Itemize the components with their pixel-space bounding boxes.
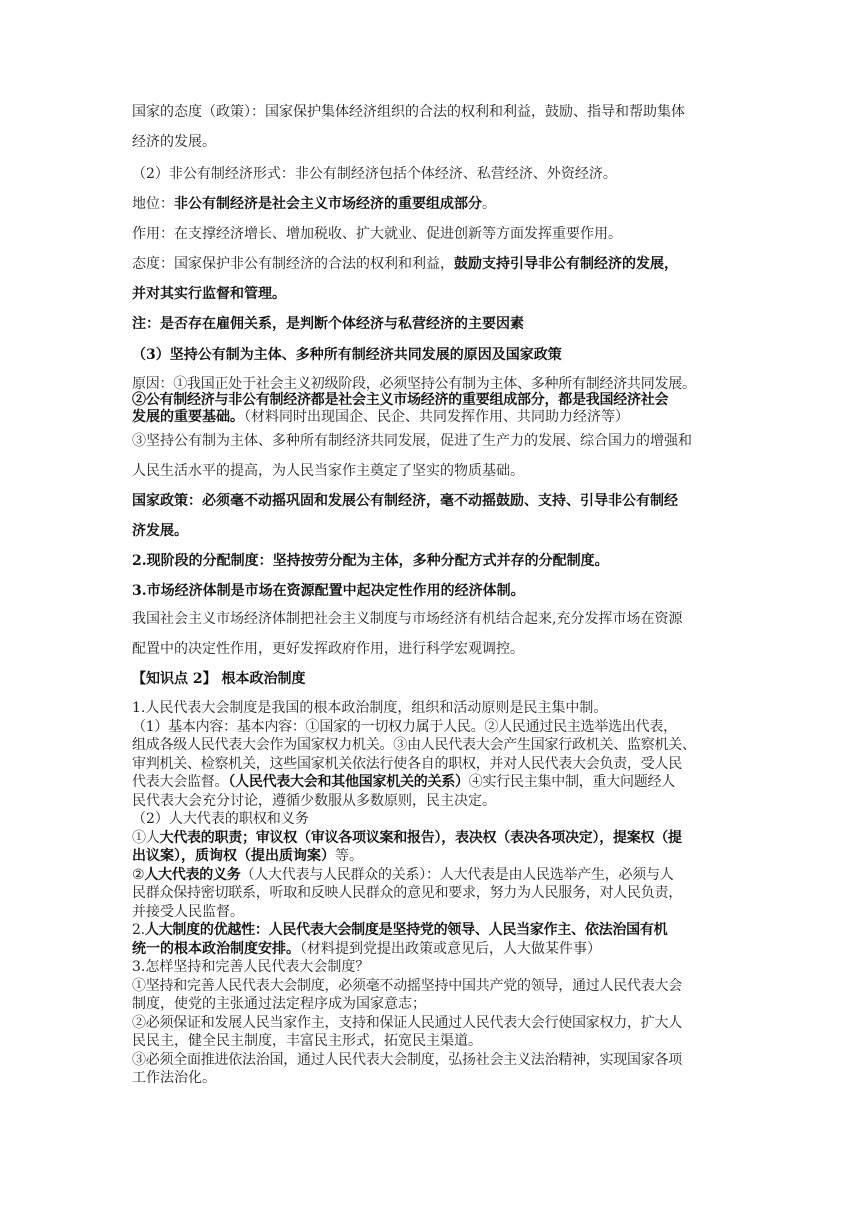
text-line: 2.人大制度的优越性：人民代表大会制度是坚持党的领导、人民当家作主、依法治国有机 [132, 922, 668, 938]
note-line: 注：是否存在雇佣关系，是判断个体经济与私营经济的主要因素 [132, 316, 524, 332]
text-line: 态度：国家保护非公有制经济的合法的权利和利益，鼓励支持引导非公有制经济的发展， [132, 256, 678, 272]
text-line: 地位：非公有制经济是社会主义市场经济的重要组成部分。 [132, 196, 496, 212]
text-line: 配置中的决定性作用，更好发挥政府作用，进行科学宏观调控。 [132, 641, 524, 657]
text-line: 民民主，健全民主制度，丰富民主形式，拓宽民主渠道。 [132, 1033, 482, 1049]
text-line: 我国社会主义市场经济体制把社会主义制度与市场经济有机结合起来,充分发挥市场在资源 [132, 611, 683, 627]
text-line: 民群众保持密切联系，听取和反映人民群众的意见和要求，努力为人民服务，对人民负责， [132, 885, 682, 901]
text-line: 审判机关、检察机关，这些国家机关依法行使各自的职权，并对人民代表大会负责，受人民 [132, 756, 682, 772]
text-line: ②必须保证和发展人民当家作主，支持和保证人民通过人民代表大会行使国家权力，扩大人 [132, 1015, 682, 1031]
text-line: 并接受人民监督。 [132, 904, 244, 920]
text-line: ①人大代表的职责；审议权（审议各项议案和报告），表决权（表决各项决定），提案权（提 [132, 830, 682, 846]
text-line: 发展的重要基础。（材料同时出现国企、民企、共同发挥作用、共同助力经济等） [132, 409, 629, 425]
text-line: 3.市场经济体制是市场在资源配置中起决定性作用的经济体制。 [132, 583, 525, 599]
text-line: 民代表大会充分讨论，遵循少数服从多数原则，民主决定。 [132, 793, 496, 809]
text-line: ②人大代表的义务（人大代表与人民群众的关系）：人大代表是由人民选举产生，必须与人 [132, 867, 674, 883]
text-line: 统一的根本政治制度安排。（材料提到党提出政策或意见后，人大做某件事） [132, 941, 601, 957]
text-line: 作用：在支撑经济增长、增加税收、扩大就业、促进创新等方面发挥重要作用。 [132, 226, 622, 242]
text-line: （1）基本内容：基本内容：①国家的一切权力属于人民。②人民通过民主选举选出代表， [132, 719, 677, 735]
text-line: ③坚持公有制为主体、多种所有制经济共同发展，促进了生产力的发展、综合国力的增强和 [132, 433, 692, 449]
text-line: 工作法治化。 [132, 1070, 216, 1086]
text-line: 济发展。 [132, 523, 188, 539]
text-line: ②公有制经济与非公有制经济都是社会主义市场经济的重要组成部分，都是我国经济社会 [132, 392, 669, 408]
text-line: 组成各级人民代表大会作为国家权力机关。③由人民代表大会产生国家行政机关、监察机关、 [132, 737, 696, 753]
text-line: 1.人民代表大会制度是我国的根本政治制度，组织和活动原则是民主集中制。 [132, 700, 608, 716]
text-line: 经济的发展。 [132, 134, 216, 150]
section-heading: （3）坚持公有制为主体、多种所有制经济共同发展的原因及国家政策 [132, 347, 562, 363]
text-line: （2）非公有制经济形式：非公有制经济包括个体经济、私营经济、外资经济。 [132, 166, 617, 182]
text-line: 原因：①我国正处于社会主义初级阶段，必须坚持公有制为主体、多种所有制经济共同发展。 [132, 376, 696, 392]
text-line: ③必须全面推进依法治国，通过人民代表大会制度，弘扬社会主义法治精神，实现国家各项 [132, 1052, 682, 1068]
text-line: 3.怎样坚持和完善人民代表大会制度？ [132, 959, 370, 975]
text-line: 代表大会监督。（人民代表大会和其他国家机关的关系）④实行民主集中制，重大问题经人 [132, 774, 675, 790]
text-line: 出议案），质询权（提出质询案）等。 [132, 848, 363, 864]
text-line: 人民生活水平的提高，为人民当家作主奠定了坚实的物质基础。 [132, 463, 524, 479]
text-line: 制度，使党的主张通过法定程序成为国家意志； [132, 996, 426, 1012]
knowledge-point-heading: 【知识点 2】 根本政治制度 [132, 671, 306, 687]
text-line: 并对其实行监督和管理。 [132, 286, 286, 302]
text-line: 2.现阶段的分配制度：坚持按劳分配为主体，多种分配方式并存的分配制度。 [132, 553, 609, 569]
text-line: ①坚持和完善人民代表大会制度，必须毫不动摇坚持中国共产党的领导，通过人民代表大会 [132, 978, 682, 994]
text-line: （2）人大代表的职权和义务 [132, 811, 309, 827]
text-line: 国家的态度（政策）：国家保护集体经济组织的合法的权利和利益，鼓励、指导和帮助集体 [132, 104, 685, 120]
text-line: 国家政策：必须毫不动摇巩固和发展公有制经济，毫不动摇鼓励、支持、引导非公有制经 [132, 493, 678, 509]
